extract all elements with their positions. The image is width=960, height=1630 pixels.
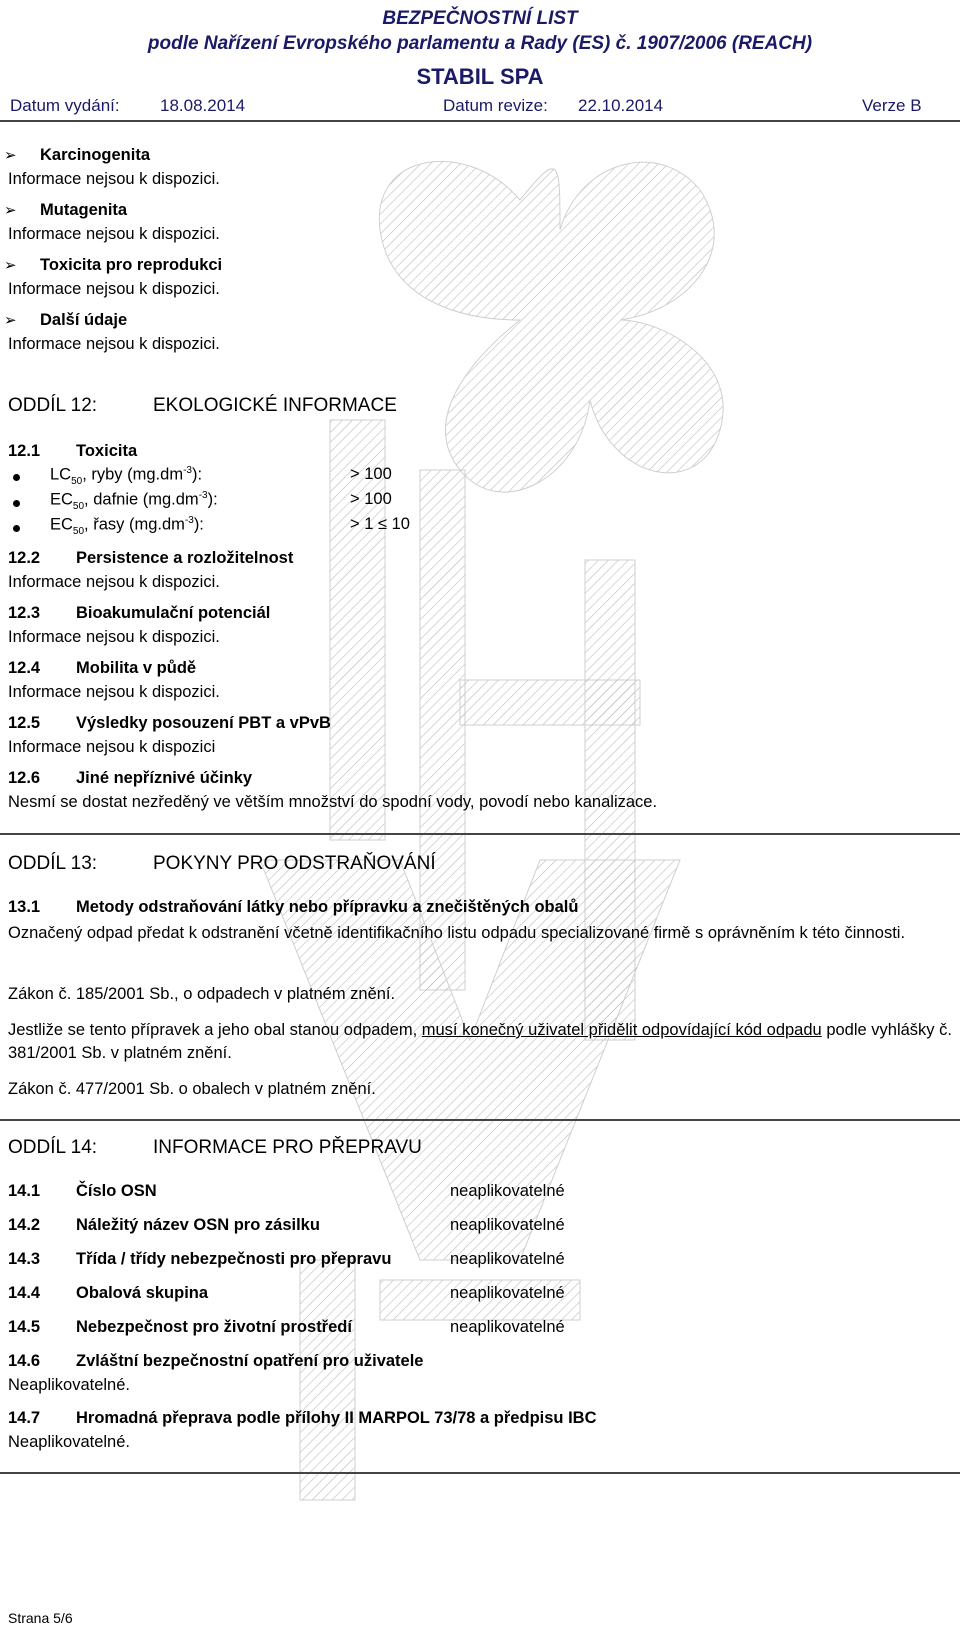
subsection-number: 12.2 xyxy=(8,549,41,567)
subsection-title: Jiné nepříznivé účinky xyxy=(76,769,253,787)
transport-row-title: Číslo OSN xyxy=(76,1182,157,1200)
law-reference: Zákon č. 477/2001 Sb. o obalech v platném znění. xyxy=(8,1080,376,1098)
bullet-dot-icon xyxy=(13,525,20,532)
subsection-title: Výsledky posouzení PBT a vPvB xyxy=(76,714,331,732)
section-13-title: POKYNY PRO ODSTRAŇOVÁNÍ xyxy=(153,853,436,874)
transport-row-value: neaplikovatelné xyxy=(450,1318,565,1336)
subsection-title: Bioakumulační potenciál xyxy=(76,604,271,622)
subsection-text: Informace nejsou k dispozici. xyxy=(8,683,220,701)
transport-row-value: neaplikovatelné xyxy=(450,1284,565,1302)
header-divider xyxy=(0,120,960,122)
subsection-title: Persistence a rozložitelnost xyxy=(76,549,294,567)
transport-row-value: neaplikovatelné xyxy=(450,1216,565,1234)
tox-item-title: Toxicita pro reprodukci xyxy=(40,256,223,274)
subsection-text: Informace nejsou k dispozici. xyxy=(8,628,220,646)
tox-item-title: Mutagenita xyxy=(40,201,128,219)
tox-item-text: Informace nejsou k dispozici. xyxy=(8,225,220,243)
law-reference: Zákon č. 185/2001 Sb., o odpadech v platném znění. xyxy=(8,985,396,1003)
transport-row-number: 14.2 xyxy=(8,1216,41,1234)
subsection-title: Metody odstraňování látky nebo přípravku a znečištěných obalů xyxy=(76,898,579,916)
bullet-dot-icon xyxy=(13,474,20,481)
subsection-number: 12.5 xyxy=(8,714,41,732)
document-title: BEZPEČNOSTNÍ LIST xyxy=(382,8,578,29)
transport-row-text: Neaplikovatelné. xyxy=(8,1433,130,1451)
disposal-instructions: Označený odpad předat k odstranění včetně identifikačního listu odpadu specializované firmě s oprávněním k této činnosti. xyxy=(8,924,906,942)
subsection-text: Informace nejsou k dispozici. xyxy=(8,573,220,591)
arrow-bullet-icon: ➢ xyxy=(4,312,17,329)
section-divider xyxy=(0,1119,960,1121)
section-14-title: INFORMACE PRO PŘEPRAVU xyxy=(153,1137,422,1158)
bullet-dot-icon xyxy=(13,500,20,507)
waste-code-paragraph: Jestliže se tento přípravek a jeho obal stanou odpadem, musí konečný uživatel přidělit odpovídající kód odpadu podle vyhlášky č. 381/2001 Sb. v platném znění. xyxy=(8,1021,952,1062)
tox-item-title: Další údaje xyxy=(40,311,128,329)
transport-row-number: 14.3 xyxy=(8,1250,41,1268)
toxicity-lc50-label: $LC_{50}$, ryby $(mg.dm^{-3})$: xyxy=(50,465,203,487)
toxicity-ec50-daphnia-value: > 100 xyxy=(350,490,392,508)
toxicity-ec50-algae-label: $EC_{50}$, řasy $(mg.dm^{-3})$: xyxy=(50,515,204,537)
arrow-bullet-icon: ➢ xyxy=(4,257,17,274)
page-number: Strana 5/6 xyxy=(8,1610,73,1626)
issue-date: 18.08.2014 xyxy=(160,96,246,115)
tox-item-text: Informace nejsou k dispozici. xyxy=(8,335,220,353)
transport-row-number: 14.1 xyxy=(8,1182,41,1200)
subsection-number: 12.4 xyxy=(8,659,41,677)
section-12-label: ODDÍL 12: xyxy=(8,395,98,416)
transport-row-number: 14.5 xyxy=(8,1318,41,1336)
revision-date: 22.10.2014 xyxy=(578,96,664,115)
transport-row-title: Obalová skupina xyxy=(76,1284,209,1302)
transport-row-title: Třída / třídy nebezpečnosti pro přepravu xyxy=(76,1250,392,1268)
section-12-title: EKOLOGICKÉ INFORMACE xyxy=(153,395,397,416)
transport-row-title: Náležitý název OSN pro zásilku xyxy=(76,1216,320,1234)
version: Verze B xyxy=(862,96,922,115)
issue-date-label: Datum vydání: xyxy=(10,96,120,115)
transport-row-number: 14.6 xyxy=(8,1352,41,1370)
toxicity-lc50-value: > 100 xyxy=(350,465,392,483)
transport-row-number: 14.4 xyxy=(8,1284,41,1302)
tox-item-title: Karcinogenita xyxy=(40,146,151,164)
transport-row-title: Nebezpečnost pro životní prostředí xyxy=(76,1318,352,1336)
transport-row-title: Hromadná přeprava podle přílohy II MARPOL 73/78 a předpisu IBC xyxy=(76,1409,597,1427)
regulation-subtitle: podle Nařízení Evropského parlamentu a Rady (ES) č. 1907/2006 (REACH) xyxy=(147,33,813,54)
subsection-number: 12.3 xyxy=(8,604,41,622)
transport-row-number: 14.7 xyxy=(8,1409,41,1427)
section-13-label: ODDÍL 13: xyxy=(8,853,98,874)
transport-row-value: neaplikovatelné xyxy=(450,1182,565,1200)
transport-row-value: neaplikovatelné xyxy=(450,1250,565,1268)
transport-row-text: Neaplikovatelné. xyxy=(8,1376,130,1394)
toxicity-ec50-daphnia-label: $EC_{50}$, dafnie $(mg.dm^{-3})$: xyxy=(50,490,218,512)
toxicity-ec50-algae-value: > 1 ≤ 10 xyxy=(350,515,410,533)
product-name: STABIL SPA xyxy=(416,64,544,89)
arrow-bullet-icon: ➢ xyxy=(4,202,17,219)
tox-item-text: Informace nejsou k dispozici. xyxy=(8,170,220,188)
transport-row-title: Zvláštní bezpečnostní opatření pro uživatele xyxy=(76,1352,424,1370)
section-divider xyxy=(0,833,960,835)
subsection-number: 13.1 xyxy=(8,898,41,916)
subsection-title: Toxicita xyxy=(76,442,138,460)
subsection-number: 12.1 xyxy=(8,442,41,460)
tox-item-text: Informace nejsou k dispozici. xyxy=(8,280,220,298)
section-14-label: ODDÍL 14: xyxy=(8,1137,98,1158)
subsection-text: Nesmí se dostat nezředěný ve větším množství do spodní vody, povodí nebo kanalizace. xyxy=(8,793,658,811)
subsection-number: 12.6 xyxy=(8,769,41,787)
subsection-text: Informace nejsou k dispozici xyxy=(8,738,216,756)
revision-date-label: Datum revize: xyxy=(443,96,548,115)
section-divider xyxy=(0,1472,960,1474)
arrow-bullet-icon: ➢ xyxy=(4,147,17,164)
subsection-title: Mobilita v půdě xyxy=(76,659,197,677)
